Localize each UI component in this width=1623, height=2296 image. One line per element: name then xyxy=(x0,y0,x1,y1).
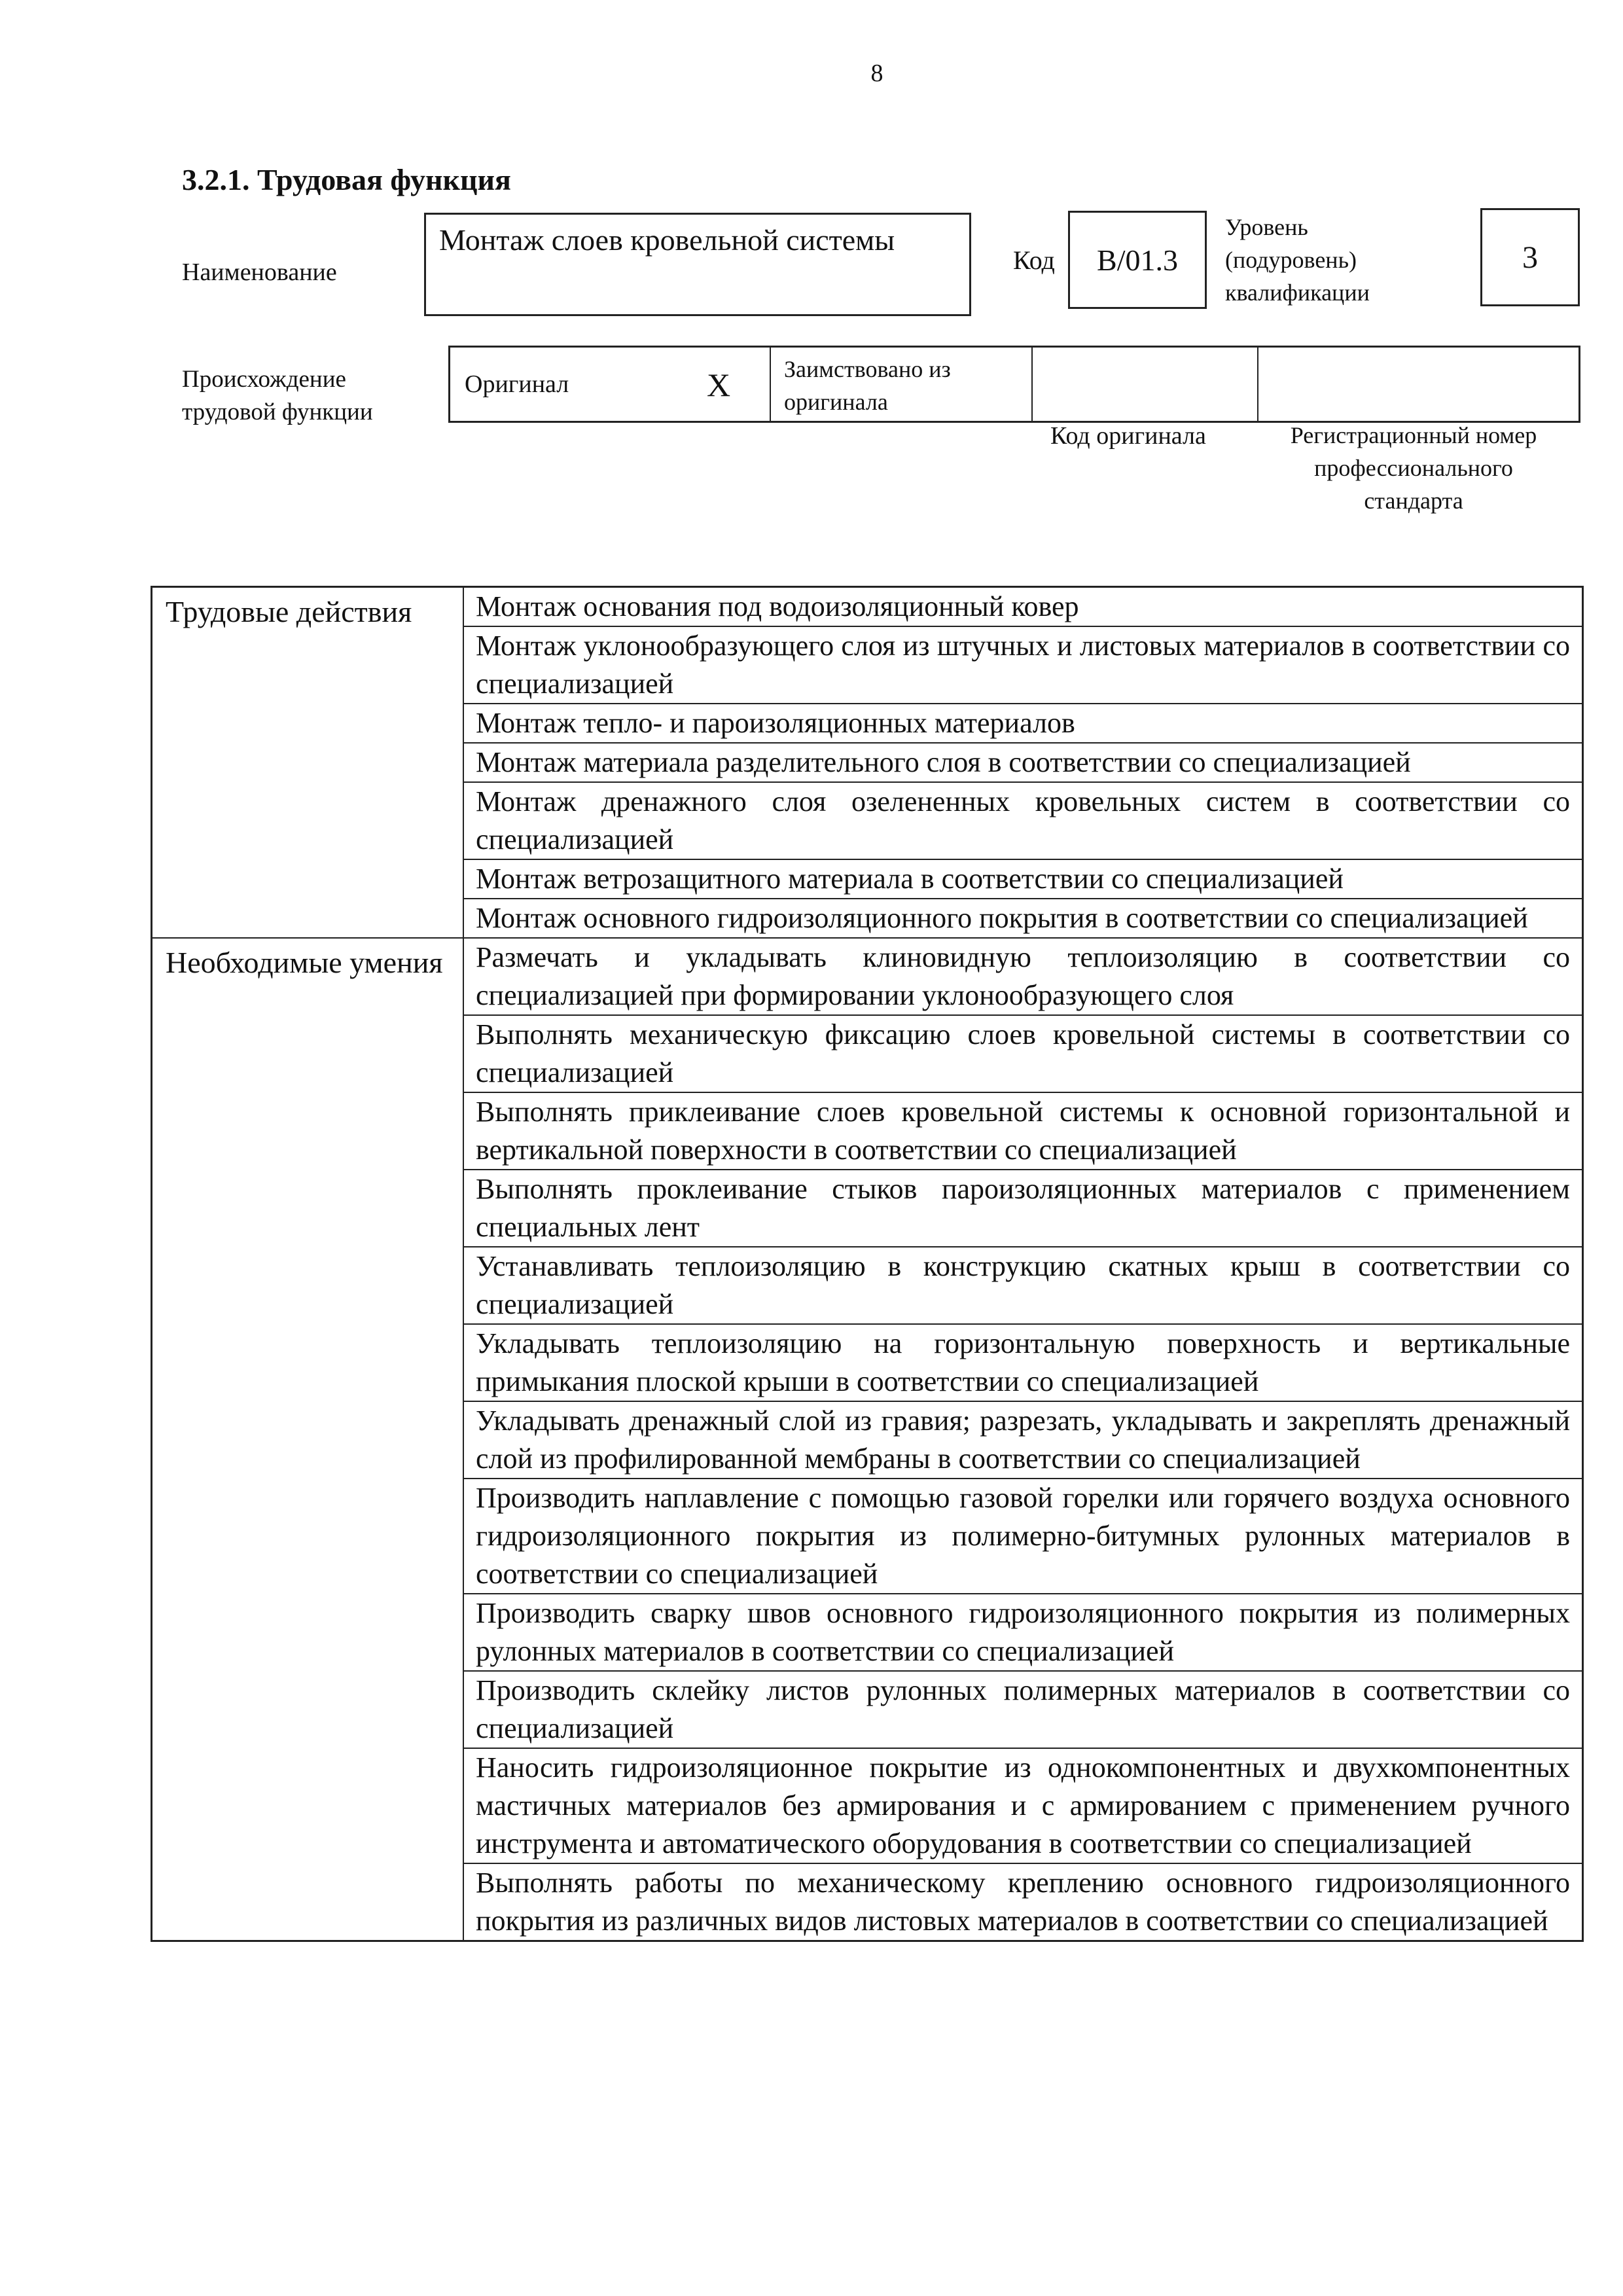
qualification-level-box xyxy=(1480,208,1580,306)
labor-action-item: Монтаж ветрозащитного материала в соответствии со специализацией xyxy=(463,859,1583,899)
required-skill-item: Устанавливать теплоизоляцию в конструкцию скатных крыш в соответствии со специализацией xyxy=(463,1247,1583,1324)
labor-function-table-body xyxy=(152,587,1583,1941)
code-label: Код xyxy=(1013,245,1055,275)
required-skill-item: Выполнять проклеивание стыков пароизоляционных материалов с применением специальных лент xyxy=(463,1170,1583,1247)
labor-action-item: Монтаж уклонообразующего слоя из штучных и листовых материалов в соответствии со специализацией xyxy=(463,626,1583,704)
origin-table xyxy=(448,346,1580,423)
level-label-line: (подуровень) xyxy=(1225,247,1357,273)
origin-label xyxy=(182,363,373,429)
table-row xyxy=(152,938,1583,1015)
borrowed-label-line: оригинала xyxy=(784,389,888,415)
required-skill-item: Производить наплавление с помощью газовой горелки или горячего воздуха основного гидроизоляционного покрытия из полимерно-битумных рулонных материалов в соответствии со специализацией xyxy=(463,1479,1583,1594)
code-value: B/01.3 xyxy=(1097,243,1178,277)
registration-number-caption xyxy=(1270,419,1558,517)
code-box xyxy=(1068,211,1207,309)
borrowed-label-line: Заимствовано из xyxy=(784,356,951,382)
labor-action-item: Монтаж материала разделительного слоя в соответствии со специализацией xyxy=(463,743,1583,782)
required-skill-item: Производить склейку листов рулонных полимерных материалов в соответствии со специализацией xyxy=(463,1671,1583,1748)
registration-caption-line: Регистрационный номер xyxy=(1290,422,1537,448)
labor-function-table xyxy=(151,586,1584,1942)
required-skill-item: Укладывать теплоизоляцию на горизонтальную поверхность и вертикальные примыкания плоской крыши в соответствии со специализацией xyxy=(463,1324,1583,1401)
origin-label-line: трудовой функции xyxy=(182,399,373,425)
original-code-cell xyxy=(1033,348,1258,421)
required-skill-item: Производить сварку швов основного гидроизоляционного покрытия из полимерных рулонных материалов в соответствии со специализацией xyxy=(463,1594,1583,1671)
qualification-level-value: 3 xyxy=(1522,240,1538,275)
name-label: Наименование xyxy=(182,259,337,286)
required-skill-item: Наносить гидроизоляционное покрытие из однокомпонентных и двухкомпонентных мастичных материалов без армирования и с армированием с применением ручного инструмента и автоматического оборудования в соответствии со специализацией xyxy=(463,1748,1583,1863)
registration-caption-line: стандарта xyxy=(1364,488,1463,514)
qualification-level-label xyxy=(1225,211,1370,309)
original-label: Оригинал xyxy=(465,370,569,398)
group-title-required-skills: Необходимые умения xyxy=(152,938,464,1941)
original-cell xyxy=(450,348,771,421)
table-row xyxy=(152,587,1583,627)
level-label-line: квалификации xyxy=(1225,279,1370,306)
required-skill-item: Выполнять приклеивание слоев кровельной системы к основной горизонтальной и вертикальной поверхности в соответствии со специализацией xyxy=(463,1092,1583,1170)
level-label-line: Уровень xyxy=(1225,214,1308,240)
function-name-box xyxy=(424,213,971,316)
original-code-caption: Код оригинала xyxy=(1050,422,1206,450)
borrowed-cell xyxy=(771,348,1033,421)
registration-number-cell xyxy=(1258,348,1578,421)
section-title: 3.2.1. Трудовая функция xyxy=(182,163,511,196)
page-number: 8 xyxy=(870,60,883,87)
labor-action-item: Монтаж тепло- и пароизоляционных материалов xyxy=(463,704,1583,743)
required-skill-item: Выполнять механическую фиксацию слоев кровельной системы в соответствии со специализацией xyxy=(463,1015,1583,1092)
labor-action-item: Монтаж основания под водоизоляционный ковер xyxy=(463,587,1583,627)
group-title-labor-actions: Трудовые действия xyxy=(152,587,464,939)
registration-caption-line: профессионального xyxy=(1314,455,1513,481)
labor-action-item: Монтаж дренажного слоя озелененных кровельных систем в соответствии со специализацией xyxy=(463,782,1583,859)
required-skill-item: Выполнять работы по механическому креплению основного гидроизоляционного покрытия из различных видов листовых материалов в соответствии со специализацией xyxy=(463,1863,1583,1941)
required-skill-item: Размечать и укладывать клиновидную теплоизоляцию в соответствии со специализацией при формировании уклонообразующего слоя xyxy=(463,938,1583,1015)
required-skill-item: Укладывать дренажный слой из гравия; разрезать, укладывать и закреплять дренажный слой из профилированной мембраны в соответствии со специализацией xyxy=(463,1401,1583,1479)
origin-label-line: Происхождение xyxy=(182,366,346,393)
original-mark: X xyxy=(707,367,731,403)
labor-action-item: Монтаж основного гидроизоляционного покрытия в соответствии со специализацией xyxy=(463,899,1583,938)
function-name-value: Монтаж слоев кровельной системы xyxy=(439,223,895,257)
